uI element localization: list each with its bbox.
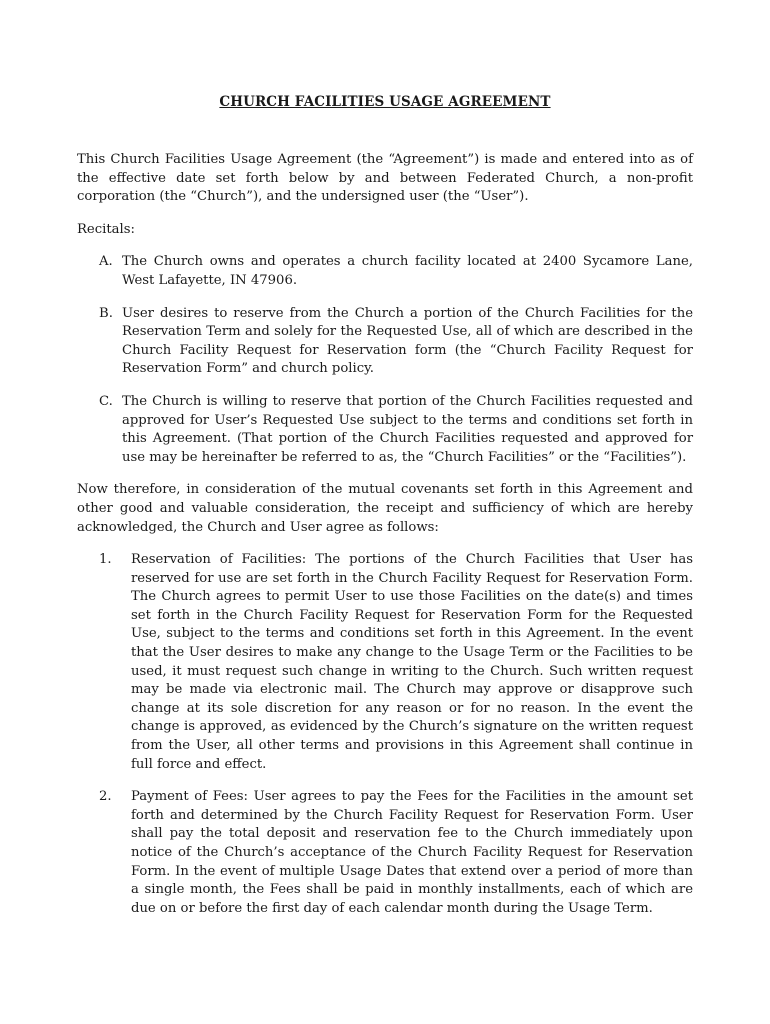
recital-text: User desires to reserve from the Church a portion of the Church Facilities for the Reservation Term and solely for the Requested Use, all of which are described in the Church Facility Request for Reservation form (the “Church Facility Request for Reservation Form” and church policy. (122, 305, 693, 377)
recital-marker: A. (99, 254, 113, 270)
term-item-1 (77, 551, 693, 774)
recital-text: The Church is willing to reserve that portion of the Church Facilities requested and approved for User’s Requested Use subject to the terms and conditions set forth in this Agreement. (That portion of the Church Facilities requested and approved for use may be hereinafter be referred to as, the “Church Facilities” or the “Facilities”). (122, 393, 693, 465)
term-text: Reservation of Facilities: The portions of the Church Facilities that User has reserved for use are set forth in the Church Facility Request for Reservation Form. The Church agrees to permit User to use those Facilities on the date(s) and times set forth in the Church Facility Request for Reservation Form for the Requested Use, subject to the terms and conditions set forth in this Agreement. In the event that the User desires to make any change to the Usage Term or the Facilities to be used, it must request such change in writing to the Church. Such written request may be made via electronic mail. The Church may approve or disapprove such change at its sole discretion for any reason or for no reason. In the event the change is approved, as evidenced by the Church’s signature on the written request from the User, all other terms and provisions in this Agreement shall continue in full force and effect. (131, 552, 693, 772)
recitals-list (77, 253, 693, 467)
terms-list (77, 551, 693, 918)
term-text: Payment of Fees: User agrees to pay the Fees for the Facilities in the amount set forth and determined by the Church Facility Request for Reservation Form. User shall pay the total deposit and reservation fee to the Church immediately upon notice of the Church’s acceptance of the Church Facility Request for Reservation Form. In the event of multiple Usage Dates that extend over a period of more than a single month, the Fees shall be paid in monthly installments, each of which are due on or before the first day of each calendar month during the Usage Term. (131, 789, 693, 916)
term-marker: 2. (99, 789, 112, 805)
recital-item-a (77, 253, 693, 290)
recital-marker: B. (99, 305, 113, 321)
recital-item-b (77, 305, 693, 379)
therefore-paragraph: Now therefore, in consideration of the mutual covenants set forth in this Agreement and other good and valuable consideration, the receipt and sufficiency of which are hereby acknowledged, the Church and User agree as follows: (77, 482, 693, 535)
recital-text: The Church owns and operates a church facility located at 2400 Sycamore Lane, West Lafayette, IN 47906. (122, 254, 693, 288)
document-title: CHURCH FACILITIES USAGE AGREEMENT (219, 94, 551, 110)
recitals-heading: Recitals: (77, 221, 135, 237)
recital-marker: C. (99, 393, 113, 409)
term-marker: 1. (99, 552, 112, 568)
term-item-2 (77, 788, 693, 918)
recital-item-c (77, 393, 693, 467)
document-body (77, 151, 693, 932)
intro-paragraph: This Church Facilities Usage Agreement (the “Agreement”) is made and entered into as of the effective date set forth below by and between Federated Church, a non-profit corporation (the “Church”), and the undersigned user (the “User”). (77, 152, 693, 205)
